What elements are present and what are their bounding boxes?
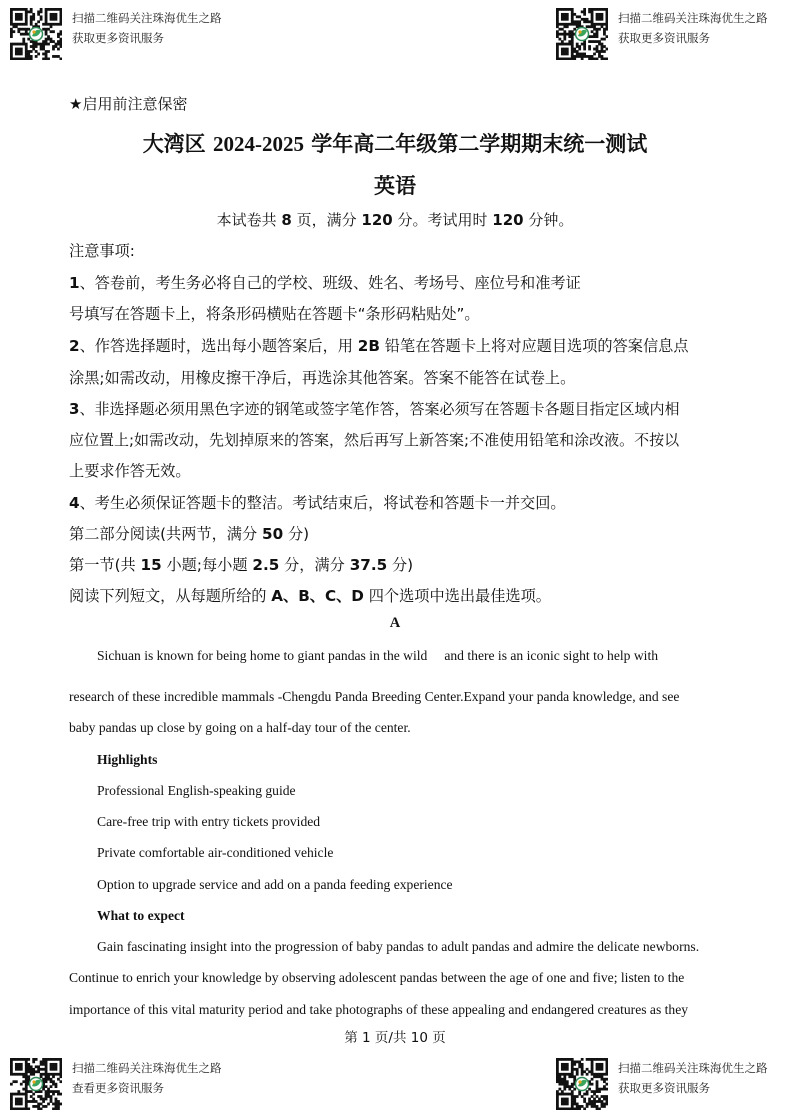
passage-p2-line-2: Continue to enrich your knowledge by observing adolescent pandas between the age of one and five; listen to the: [69, 970, 685, 985]
passage-p2-line-1: Gain fascinating insight into the progression of baby pandas to adult pandas and admire the delicate newborns.: [97, 939, 700, 954]
exam-info: 本试卷共 8 页，满分 120 分。考试用时 120 分钟。: [216, 211, 574, 229]
passage-letter: A: [389, 615, 401, 631]
confidential-notice: ★启用前注意保密: [69, 95, 188, 113]
highlight-item: Option to upgrade service and add on a panda feeding experience: [97, 877, 453, 892]
note-1-line-1: 1、答卷前，考生务必将自己的学校、班级、姓名、考场号、座位号和准考证: [69, 274, 581, 292]
qr-badge-bottom-left: [10, 1058, 222, 1110]
part2-heading: 第二部分阅读(共两节，满分 50 分): [69, 525, 310, 543]
qr-badge-top-right: [556, 8, 768, 60]
highlight-item: Professional English-speaking guide: [97, 783, 296, 798]
note-3-line-2: 应位置上;如需改动，先划掉原来的答案，然后再写上新答案;不准使用铅笔和涂改液。不按以: [69, 431, 680, 449]
note-2-line-1: 2、作答选择题时，选出每小题答案后，用 2B 铅笔在答题卡上将对应题目选项的答案信息点: [69, 337, 689, 355]
note-2-line-2: 涂黑;如需改动，用橡皮擦干净后，再选涂其他答案。答案不能答在试卷上。: [69, 369, 576, 387]
qr-caption-line2: 获取更多资讯服务: [618, 31, 710, 45]
expect-heading: What to expect: [97, 908, 185, 923]
qr-code-icon: [556, 1058, 608, 1110]
qr-code-icon: [10, 8, 62, 60]
highlight-item: Private comfortable air-conditioned vehicle: [97, 845, 334, 860]
page-number: 第 1 页/共 10 页: [344, 1030, 446, 1046]
qr-badge-bottom-right: [556, 1058, 768, 1110]
qr-caption-line1: 扫描二维码关注珠海优生之路: [618, 1061, 768, 1075]
qr-caption-line2: 查看更多资讯服务: [72, 1081, 164, 1095]
highlight-item: Care-free trip with entry tickets provided: [97, 814, 321, 829]
qr-badge-top-left: [10, 8, 222, 60]
note-3-line-1: 3、非选择题必须用黑色字迹的钢笔或签字笔作答，答案必须写在答题卡各题目指定区域内相: [69, 400, 680, 418]
passage-p1-line-3: baby pandas up close by going on a half-day tour of the center.: [69, 720, 411, 735]
note-1-line-2: 号填写在答题卡上，将条形码横贴在答题卡“条形码粘贴处”。: [69, 305, 480, 323]
qr-code-icon: [556, 8, 608, 60]
section1-heading: 第一节(共 15 小题;每小题 2.5 分，满分 37.5 分): [69, 556, 414, 574]
subject-title: 英语: [374, 174, 416, 198]
qr-caption-line1: 扫描二维码关注珠海优生之路: [72, 11, 222, 25]
note-4-line-1: 4、考生必须保证答题卡的整洁。考试结束后，将试卷和答题卡一并交回。: [69, 494, 566, 512]
qr-caption-line2: 获取更多资讯服务: [618, 1081, 710, 1095]
passage-p2-line-3: importance of this vital maturity period and take photographs of these appealing and endangered creatures as they: [69, 1002, 689, 1017]
reading-instruction: 阅读下列短文，从每题所给的 A、B、C、D 四个选项中选出最佳选项。: [69, 587, 551, 605]
notes-heading: 注意事项:: [69, 242, 135, 260]
passage-p1-line-2: research of these incredible mammals -Chengdu Panda Breeding Center.Expand your panda knowledge, and see: [69, 689, 680, 704]
qr-caption-line1: 扫描二维码关注珠海优生之路: [72, 1061, 222, 1075]
qr-caption-line1: 扫描二维码关注珠海优生之路: [618, 11, 768, 25]
qr-code-icon: [10, 1058, 62, 1110]
highlights-heading: Highlights: [97, 752, 158, 767]
note-3-line-3: 上要求作答无效。: [69, 462, 191, 480]
qr-caption-line2: 获取更多资讯服务: [72, 31, 164, 45]
passage-p1-line-1: Sichuan is known for being home to giant pandas in the wild and there is an iconic sight to help with: [97, 648, 659, 663]
exam-title: 大湾区 2024-2025 学年高二年级第二学期期末统一测试: [142, 132, 648, 156]
